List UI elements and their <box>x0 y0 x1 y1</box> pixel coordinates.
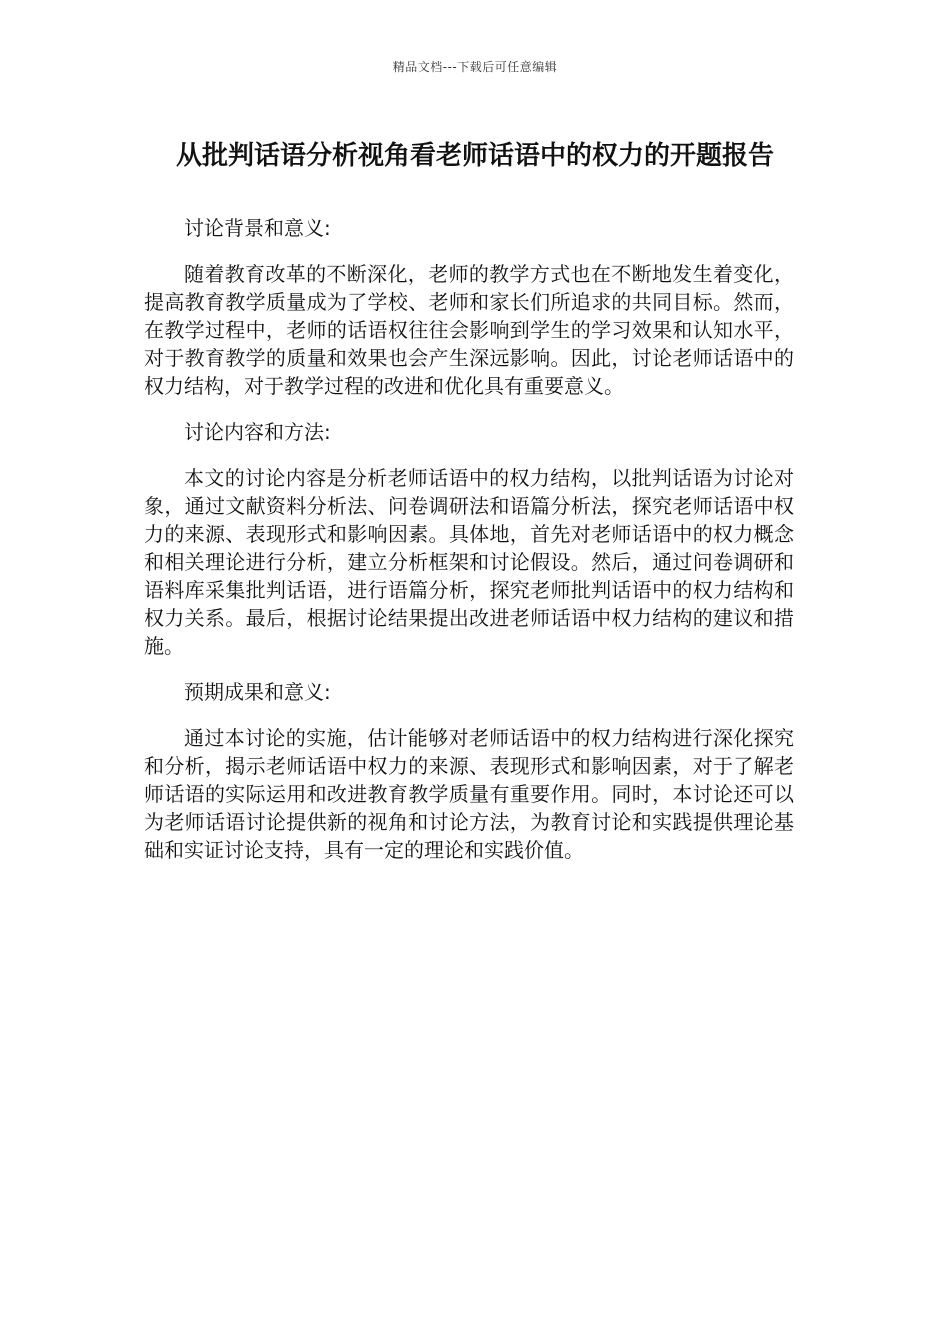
section-heading-expected-results: 预期成果和意义: <box>184 680 331 704</box>
document-body <box>144 214 794 882</box>
section-body-content-method: 本文的讨论内容是分析老师话语中的权力结构，以批判话语为讨论对象，通过文献资料分析法、问卷调研法和语篇分析法，探究老师话语中权力的来源、表现形式和影响因素。具体地，首先对老师话语中的权力概念和相关理论进行分析，建立分析框架和讨论假设。然后，通过问卷调研和语料库采集批判话语，进行语篇分析，探究老师批判话语中的权力结构和权力关系。最后，根据讨论结果提出改进老师话语中权力结构的建议和措施。 <box>144 466 794 658</box>
section-heading-content-method: 讨论内容和方法: <box>184 420 331 444</box>
section-body-background: 随着教育改革的不断深化，老师的教学方式也在不断地发生着变化，提高教育教学质量成为了学校、老师和家长们所追求的共同目标。然而，在教学过程中，老师的话语权往往会影响到学生的学习效果和认知水平，对于教育教学的质量和效果也会产生深远影响。因此，讨论老师话语中的权力结构，对于教学过程的改进和优化具有重要意义。 <box>144 262 794 398</box>
section-heading-background: 讨论背景和意义: <box>184 216 331 240</box>
document-title: 从批判话语分析视角看老师话语中的权力的开题报告 <box>175 141 774 171</box>
section-body-expected-results: 通过本讨论的实施，估计能够对老师话语中的权力结构进行深化探究和分析，揭示老师话语中权力的来源、表现形式和影响因素，对于了解老师话语的实际运用和改进教育教学质量有重要作用。同时，本讨论还可以为老师话语讨论提供新的视角和讨论方法，为教育讨论和实践提供理论基础和实证讨论支持，具有一定的理论和实践价值。 <box>144 726 794 862</box>
header-note: 精品文档---下载后可任意编辑 <box>392 60 558 74</box>
